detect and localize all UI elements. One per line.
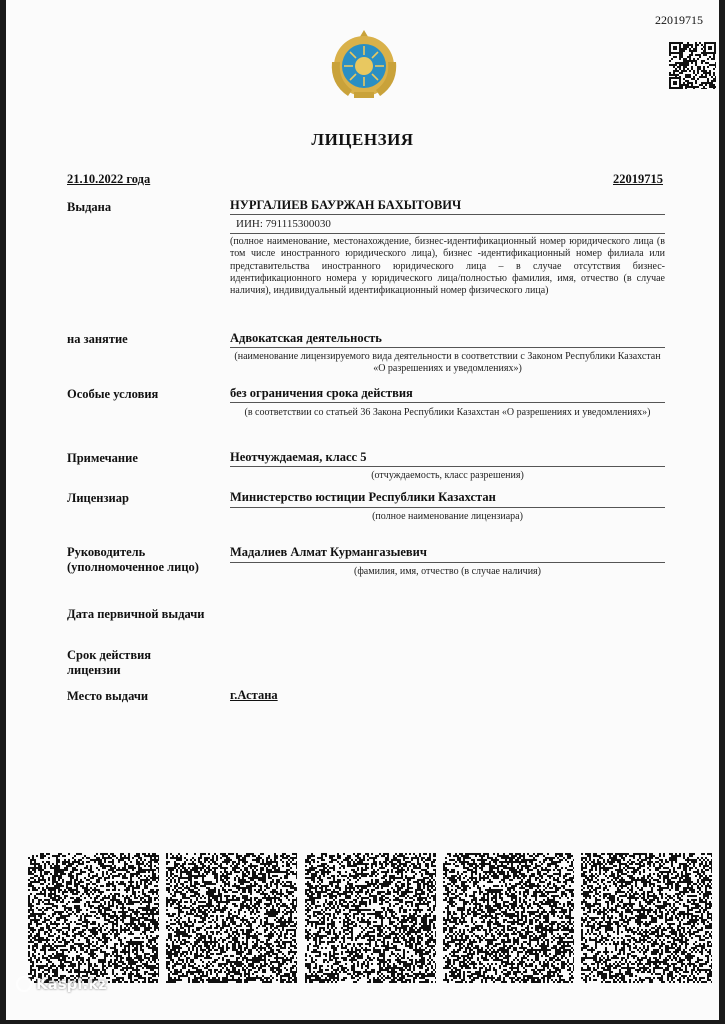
validity-label-line1: Срок действия [67, 648, 152, 662]
note-label: Примечание [67, 451, 138, 465]
qr-code-icon [581, 853, 712, 983]
licensor-label: Лицензиар [67, 491, 129, 505]
head-label [67, 545, 199, 575]
iin-line [230, 233, 665, 234]
iin-value: ИИН: 791115300030 [236, 218, 331, 230]
issued-to-line [230, 214, 665, 215]
head-hint: (фамилия, имя, отчество (в случае наличия) [354, 566, 541, 577]
qr-code-icon [443, 853, 574, 983]
kaspi-watermark [16, 975, 107, 993]
conditions-label: Особые условия [67, 387, 159, 401]
head-label-line2: (уполномоченное лицо) [67, 560, 199, 574]
validity-label-line2: лицензии [67, 663, 121, 677]
activity-line [230, 347, 665, 348]
qr-code-icon [669, 42, 716, 89]
doc-number: 22019715 [655, 13, 703, 27]
note-value: Неотчуждаемая, класс 5 [230, 450, 367, 464]
qr-code-row [28, 853, 712, 983]
issued-to-hint: (полное наименование, местонахождение, бизнес-идентификационный номер юридического лица (в том числе иностранного юридического лица), бизнес -идентификационный номер филиала или представительства иностранного юридического лица – в случае отсутствия бизнес-идентификационного номера у юридического лица/полностью фамилия, имя, отчество (в случае наличия), индивидуальный идентификационный номер физического лица) [230, 236, 665, 297]
qr-code-icon [305, 853, 436, 983]
license-document [6, 0, 719, 1020]
issued-to-value: НУРГАЛИЕВ БАУРЖАН БАХЫТОВИЧ [230, 198, 462, 212]
issued-to-label: Выдана [67, 200, 112, 214]
kaspi-logo-icon [16, 976, 32, 992]
qr-code-icon [28, 853, 159, 983]
note-hint: (отчуждаемость, класс разрешения) [371, 470, 524, 481]
conditions-line [230, 402, 665, 403]
note-line [230, 466, 665, 467]
head-line [230, 562, 665, 563]
licensor-line [230, 507, 665, 508]
activity-hint: (наименование лицензируемого вида деятельности в соответствии с Законом Республики Казахстан «О разрешениях и уведомлениях») [234, 351, 661, 374]
conditions-value: без ограничения срока действия [230, 386, 413, 400]
licensor-hint: (полное наименование лицензиара) [372, 511, 523, 522]
document-title: ЛИЦЕНЗИЯ [311, 130, 414, 149]
head-label-line1: Руководитель [67, 545, 146, 559]
place-label: Место выдачи [67, 689, 149, 703]
licensor-value: Министерство юстиции Республики Казахстан [230, 490, 496, 504]
activity-label: на занятие [67, 332, 128, 346]
qr-code-icon [166, 853, 297, 983]
conditions-hint: (в соответствии со статьей 36 Закона Республики Казахстан «О разрешениях и уведомлениях») [244, 407, 651, 418]
watermark-text: Kaspi.kz [36, 975, 107, 993]
activity-value: Адвокатская деятельность [230, 331, 382, 345]
place-value: г.Астана [230, 688, 278, 702]
head-value: Мадалиев Алмат Курмангазыевич [230, 545, 427, 559]
validity-label [67, 648, 151, 678]
issue-date: 21.10.2022 года [67, 172, 151, 186]
state-emblem-icon [326, 26, 402, 102]
first-issue-label: Дата первичной выдачи [67, 607, 205, 621]
registration-number: 22019715 [613, 172, 663, 186]
